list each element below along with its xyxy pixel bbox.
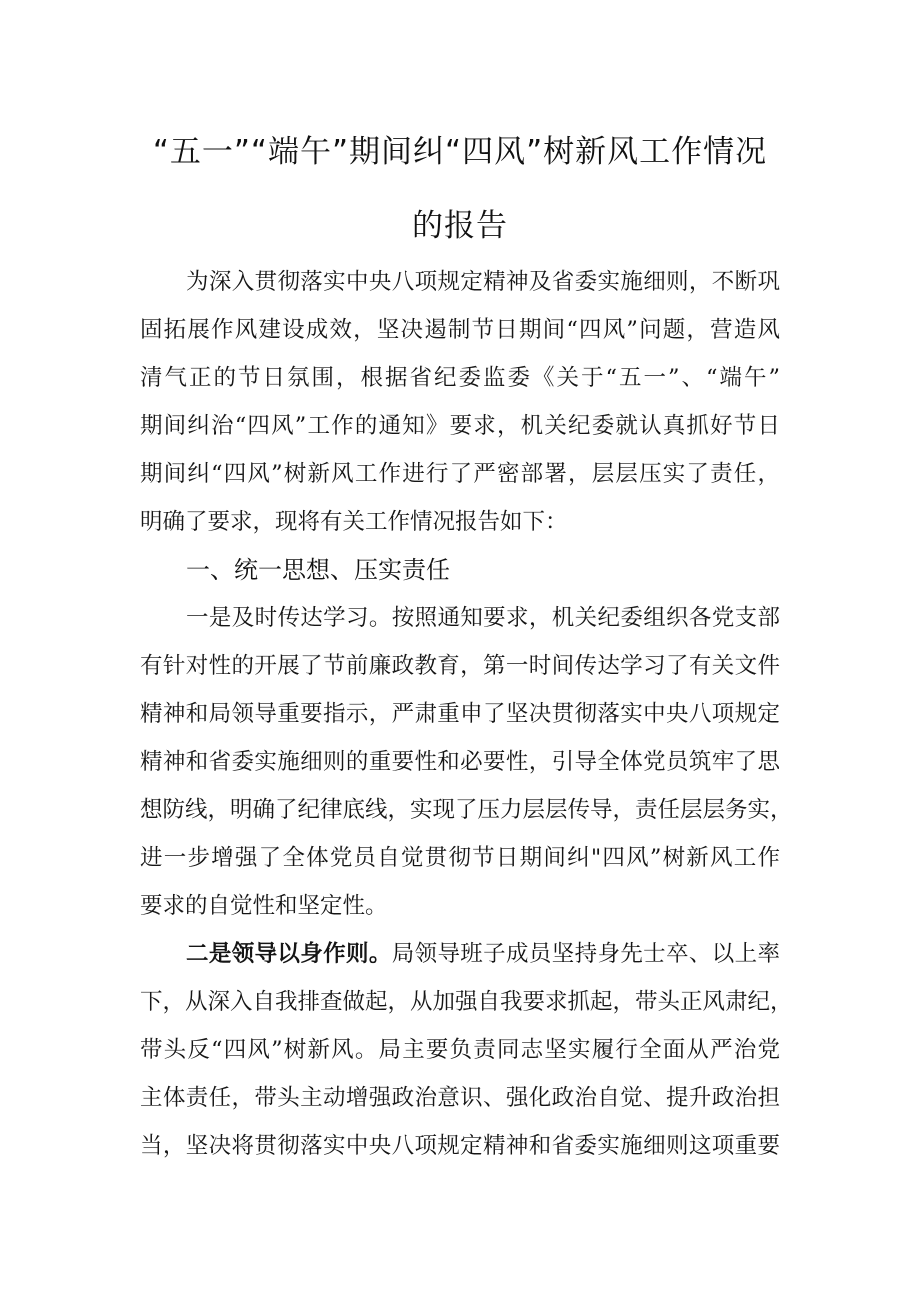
section-heading: 一、统一思想、压实责任 [186, 556, 450, 584]
intro-line: 明确了要求，现将有关工作情况报告如下： [140, 509, 568, 535]
report-title-line-1: “五一”“端午”期间纠“四风”树新风工作情况 [152, 134, 768, 170]
body-line: 带头反“四风”树新风。局主要负责同志坚实履行全面从严治党 [140, 1037, 780, 1063]
intro-line: 期间纠“四风”树新风工作进行了严密部署，层层压实了责任， [140, 461, 780, 487]
body-line: 主体责任，带头主动增强政治意识、强化政治自觉、提升政治担 [140, 1085, 780, 1111]
body-line: 进一步增强了全体党员自觉贯彻节日期间纠"四风”树新风工作 [140, 845, 780, 871]
body-line: 要求的自觉性和坚定性。 [140, 893, 388, 919]
paragraph-rest-text: 局领导班子成员坚持身先士卒、以上率 [391, 941, 780, 967]
body-line [186, 930, 780, 978]
body-line: 想防线，明确了纪律底线，实现了压力层层传导，责任层层务实， [140, 797, 793, 823]
intro-line: 清气正的节日氛围，根据省纪委监委《关于“五一”、“端午” [140, 365, 780, 391]
intro-line: 为深入贯彻落实中央八项规定精神及省委实施细则，不断巩 [186, 269, 780, 295]
intro-line: 期间纠治“四风”工作的通知》要求，机关纪委就认真抓好节日 [140, 413, 780, 439]
body-line: 有针对性的开展了节前廉政教育，第一时间传达学习了有关文件 [140, 653, 780, 679]
paragraph-lead-text: 二是领导以身作则。 [186, 941, 392, 967]
body-line: 下，从深入自我排查做起，从加强自我要求抓起，带头正风肃纪， [140, 989, 793, 1015]
body-line: 一是及时传达学习。按照通知要求，机关纪委组织各党支部 [186, 605, 780, 631]
body-line: 精神和局领导重要指示，严肃重申了坚决贯彻落实中央八项规定 [140, 701, 780, 727]
body-line: 精神和省委实施细则的重要性和必要性，引导全体党员筑牢了思 [140, 749, 780, 775]
intro-line: 固拓展作风建设成效，坚决遏制节日期间“四风”问题，营造风 [140, 317, 780, 343]
body-line: 当，坚决将贯彻落实中央八项规定精神和省委实施细则这项重要 [140, 1133, 780, 1159]
report-title-line-2: 的报告 [412, 208, 508, 244]
